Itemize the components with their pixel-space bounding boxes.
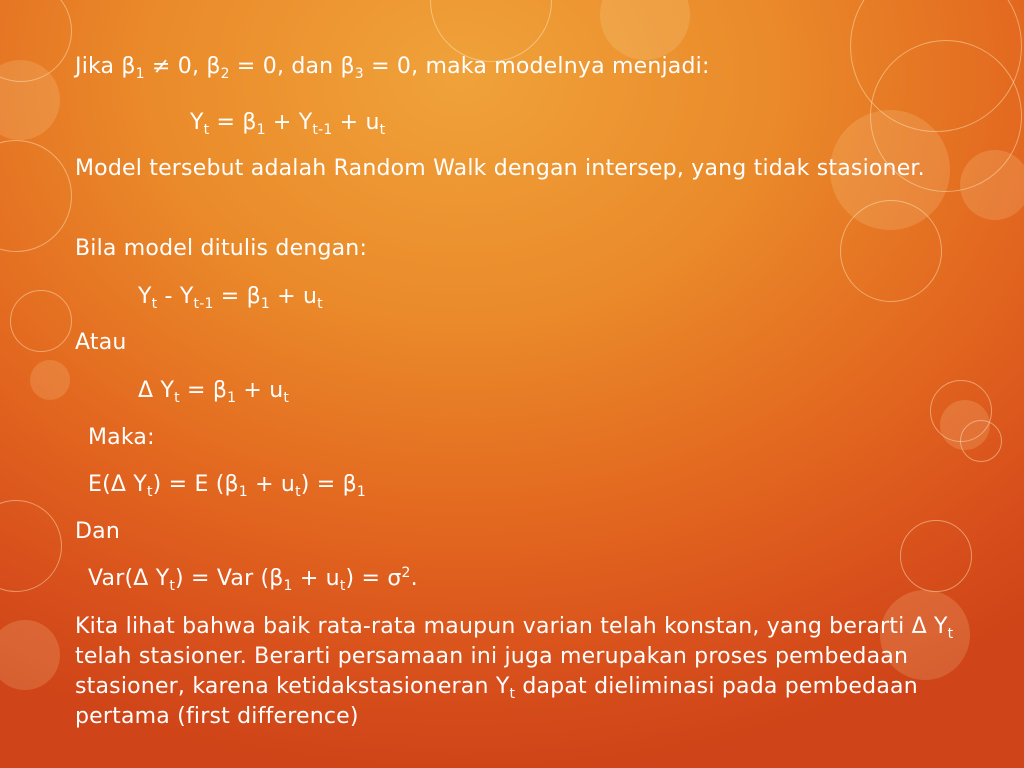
text-run: ) = β xyxy=(300,472,357,497)
text-run: = β xyxy=(209,110,257,135)
subscript: 3 xyxy=(354,66,364,82)
bokeh-circle xyxy=(0,140,72,252)
subscript: 1 xyxy=(283,578,293,594)
text-run: + u xyxy=(292,566,340,591)
bokeh-circle xyxy=(0,60,60,140)
text-run: ) = E (β xyxy=(152,472,239,497)
subscript: 2 xyxy=(220,66,230,82)
equation-expectation xyxy=(88,470,366,500)
subscript: 1 xyxy=(227,390,237,406)
subscript: t xyxy=(174,390,180,406)
text-run: Y xyxy=(190,110,204,135)
subscript: t-1 xyxy=(193,296,214,312)
text-run: Δ Y xyxy=(138,378,175,403)
text-run: + u xyxy=(247,472,296,497)
subscript: t xyxy=(203,122,210,138)
subscript: t xyxy=(339,578,346,594)
subscript: t xyxy=(283,390,290,406)
subscript: t xyxy=(947,626,954,642)
subscript: t xyxy=(295,484,301,500)
paragraph-conclusion xyxy=(75,612,990,732)
text-atau: Atau xyxy=(75,330,127,355)
bokeh-circle xyxy=(930,380,992,442)
bokeh-circle xyxy=(600,0,690,60)
subscript: t-1 xyxy=(312,122,333,138)
subscript: 1 xyxy=(135,66,145,82)
text-run: = β xyxy=(213,284,261,309)
text-run: ) = σ xyxy=(345,566,402,591)
bokeh-circle xyxy=(850,0,1022,132)
bokeh-circle xyxy=(0,0,72,82)
text-run: = 0, dan β xyxy=(229,54,355,79)
text-run: telah stasioner. Berarti persamaan ini juga merupakan proses pembedaan stasioner, karena ketidakstasioneran Y xyxy=(75,644,909,699)
text-run: + Y xyxy=(265,110,313,135)
bokeh-circle xyxy=(0,500,62,592)
text-maka: Maka: xyxy=(88,425,155,450)
paragraph-random-walk: Model tersebut adalah Random Walk dengan intersep, yang tidak stasioner. xyxy=(75,156,925,181)
subscript: t xyxy=(169,578,176,594)
bokeh-circle xyxy=(900,520,972,592)
superscript: 2 xyxy=(401,565,411,581)
text-run: Kita lihat bahwa baik rata-rata maupun varian telah konstan, yang berarti Δ Y xyxy=(75,614,948,639)
equation-delta xyxy=(138,376,289,406)
text-run: . xyxy=(410,566,418,591)
subscript: 1 xyxy=(260,296,270,312)
bokeh-circle xyxy=(940,400,990,450)
text-run: + u xyxy=(269,284,318,309)
equation-difference xyxy=(138,282,323,312)
text-run: Y xyxy=(138,284,152,309)
subscript: t xyxy=(317,296,323,312)
text-bila-model: Bila model ditulis dengan: xyxy=(75,236,368,261)
bokeh-circle xyxy=(30,360,70,400)
text-run: = β xyxy=(179,378,228,403)
text-run: E(Δ Y xyxy=(88,472,147,497)
subscript: t xyxy=(509,686,516,702)
text-run: = 0, maka modelnya menjadi: xyxy=(363,54,710,79)
subscript: 1 xyxy=(256,122,266,138)
text-run: Var(Δ Y xyxy=(88,566,170,591)
bokeh-circle xyxy=(0,620,60,690)
subscript: t xyxy=(146,484,153,500)
subscript: t xyxy=(379,122,386,138)
text-run: + u xyxy=(332,110,380,135)
condition-line xyxy=(75,52,710,82)
subscript: 1 xyxy=(238,484,248,500)
text-run: dapat dieliminasi pada pembedaan pertama (first difference) xyxy=(75,674,918,729)
bokeh-circle xyxy=(960,420,1002,462)
subscript: 1 xyxy=(356,484,366,500)
bokeh-circle xyxy=(840,200,942,302)
equation-variance xyxy=(88,564,418,594)
bokeh-circle xyxy=(10,290,72,352)
text-run: Jika β xyxy=(75,54,136,79)
text-run: ) = Var (β xyxy=(175,566,284,591)
subscript: t xyxy=(151,296,158,312)
text-run: + u xyxy=(236,378,284,403)
equation-random-walk xyxy=(190,108,385,138)
text-dan: Dan xyxy=(75,519,120,544)
text-run: - Y xyxy=(157,284,194,309)
text-run: ≠ 0, β xyxy=(144,54,221,79)
